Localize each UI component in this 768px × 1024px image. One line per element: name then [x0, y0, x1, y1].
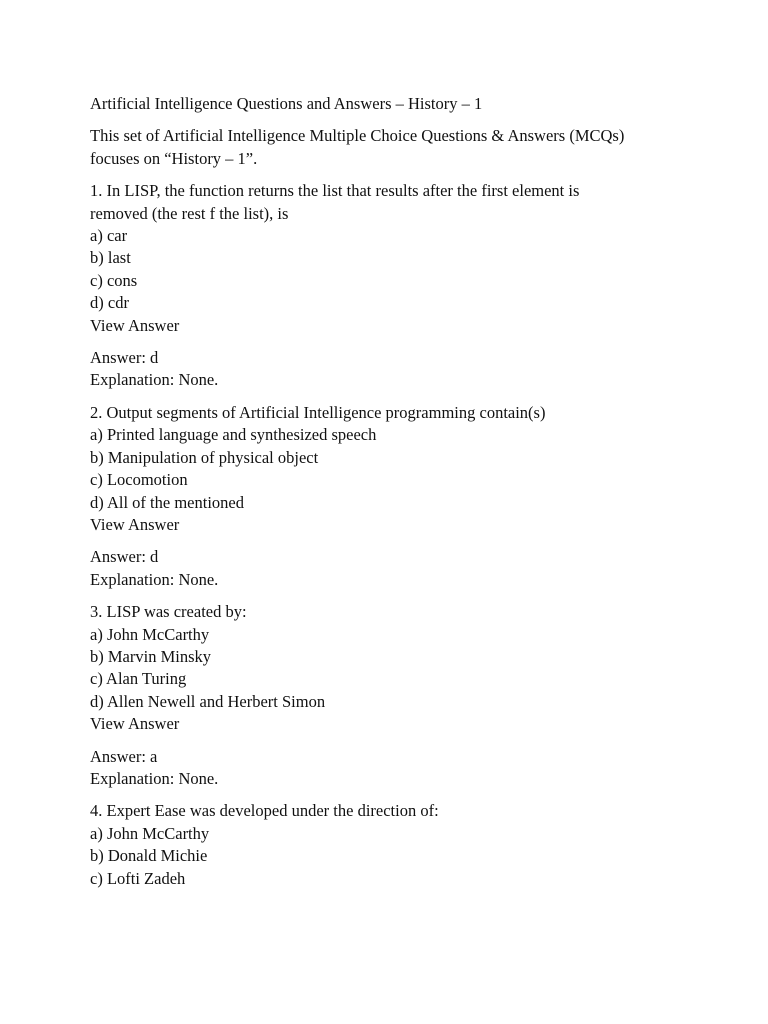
view-answer-link[interactable]: View Answer — [90, 315, 180, 335]
option-c: c) Locomotion — [90, 470, 188, 490]
answer-block — [90, 746, 730, 791]
answer-block — [90, 546, 730, 591]
question-text — [90, 402, 730, 424]
option-a: a) John McCarthy — [90, 624, 210, 644]
option-d: d) cdr — [90, 293, 129, 313]
options-list — [90, 823, 730, 890]
option-c: c) Lofti Zadeh — [90, 868, 186, 888]
document-intro — [90, 125, 730, 170]
option-b: b) Manipulation of physical object — [90, 447, 319, 467]
explanation-text: Explanation: None. — [90, 569, 219, 589]
question-block-3 — [90, 601, 730, 790]
view-answer-link[interactable]: View Answer — [90, 714, 180, 734]
question-line: removed (the rest f the list), is — [90, 203, 289, 223]
option-d: d) Allen Newell and Herbert Simon — [90, 691, 326, 711]
view-answer-link[interactable]: View Answer — [90, 514, 180, 534]
question-block-2 — [90, 402, 730, 591]
question-line: 2. Output segments of Artificial Intelligence programming contain(s) — [90, 402, 546, 422]
question-block-4 — [90, 800, 730, 890]
options-list — [90, 225, 730, 315]
intro-line: focuses on “History – 1”. — [90, 148, 258, 168]
option-d: d) All of the mentioned — [90, 492, 244, 512]
document-page — [90, 93, 730, 890]
answer-text: Answer: d — [90, 348, 159, 368]
document-title — [90, 93, 730, 115]
explanation-text: Explanation: None. — [90, 370, 219, 390]
question-text — [90, 601, 730, 623]
answer-text: Answer: d — [90, 547, 159, 567]
option-c: c) cons — [90, 270, 138, 290]
option-a: a) car — [90, 226, 128, 246]
explanation-text: Explanation: None. — [90, 768, 219, 788]
option-b: b) Donald Michie — [90, 846, 208, 866]
option-a: a) John McCarthy — [90, 823, 210, 843]
options-list — [90, 424, 730, 514]
answer-block — [90, 347, 730, 392]
question-line: 3. LISP was created by: — [90, 602, 247, 622]
option-a: a) Printed language and synthesized speech — [90, 425, 377, 445]
question-line: 1. In LISP, the function returns the list that results after the first element is — [90, 181, 580, 201]
document-title-text: Artificial Intelligence Questions and Answers – History – 1 — [90, 94, 483, 113]
question-text — [90, 180, 730, 225]
options-list — [90, 624, 730, 714]
option-c: c) Alan Turing — [90, 669, 187, 689]
answer-text: Answer: a — [90, 746, 158, 766]
question-line: 4. Expert Ease was developed under the direction of: — [90, 801, 439, 821]
question-text — [90, 800, 730, 822]
intro-line: This set of Artificial Intelligence Multiple Choice Questions & Answers (MCQs) — [90, 126, 625, 146]
option-b: b) Marvin Minsky — [90, 646, 211, 666]
option-b: b) last — [90, 248, 131, 268]
question-block-1 — [90, 180, 730, 392]
